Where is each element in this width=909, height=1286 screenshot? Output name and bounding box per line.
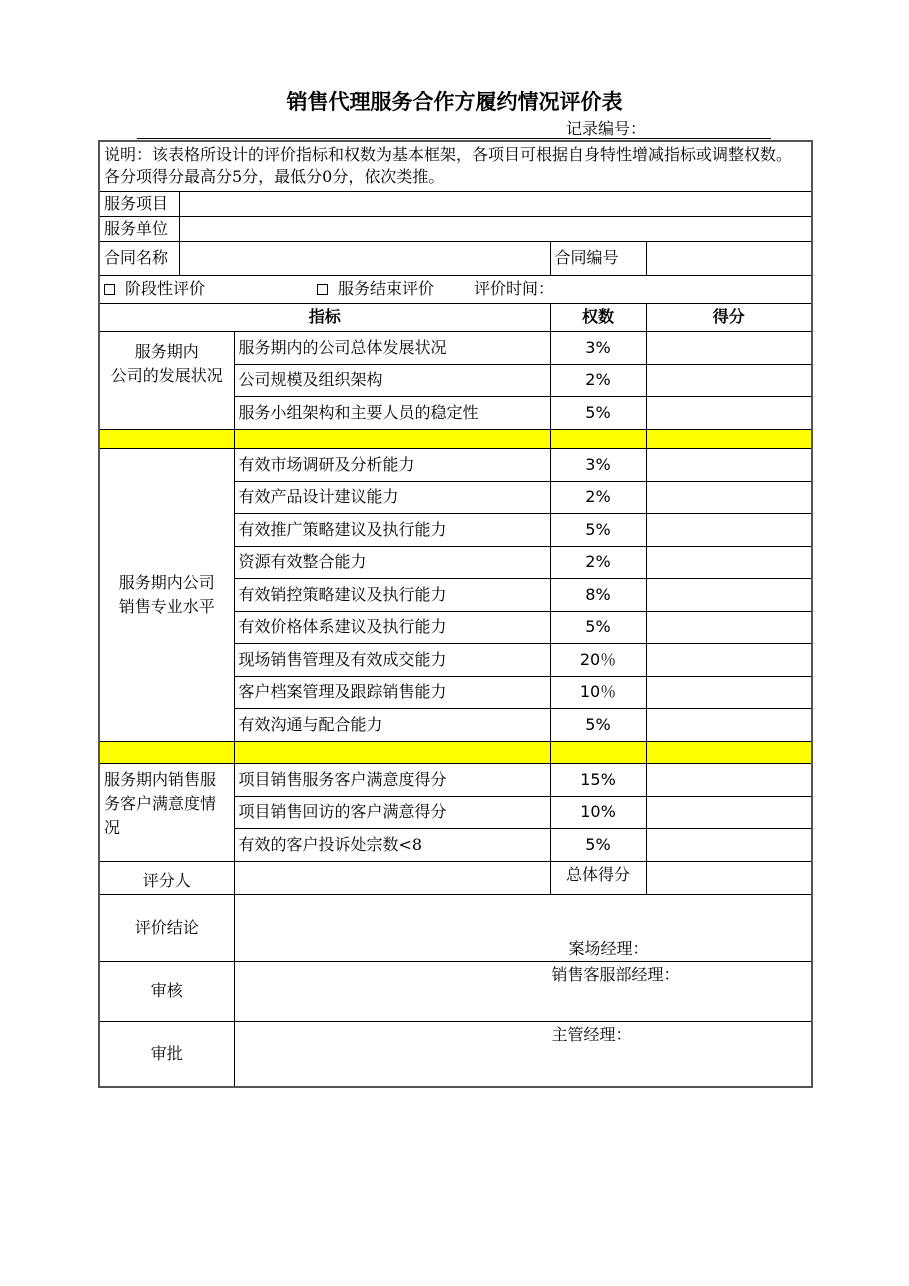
- evaluation-form: [98, 140, 813, 1088]
- conclusion-label: 评价结论: [99, 894, 234, 961]
- end-eval-label: 服务结束评价: [338, 279, 435, 298]
- indicator-name: 客户档案管理及跟踪销售能力: [234, 676, 550, 708]
- title-underline: [137, 138, 771, 139]
- score-field[interactable]: [646, 676, 812, 708]
- score-field[interactable]: [646, 828, 812, 861]
- service-project-label: 服务项目: [99, 191, 179, 216]
- approve-label: 审批: [99, 1021, 234, 1087]
- service-unit-field[interactable]: [179, 216, 812, 241]
- indicator-weight: 10%: [550, 796, 646, 828]
- approve-field[interactable]: [234, 1021, 812, 1087]
- record-number-label: 记录编号：: [566, 119, 647, 138]
- eval-time-label: 评价时间：: [474, 279, 555, 298]
- supervisor-label: 主管经理：: [551, 1024, 632, 1044]
- indicator-name: 有效沟通与配合能力: [234, 708, 550, 741]
- indicator-weight: 2%: [550, 546, 646, 578]
- separator-row: [99, 741, 812, 763]
- indicator-name: 有效销控策略建议及执行能力: [234, 578, 550, 611]
- indicator-name: 公司规模及组织架构: [234, 364, 550, 396]
- contract-name-label: 合同名称: [99, 241, 179, 275]
- score-field[interactable]: [646, 513, 812, 546]
- score-field[interactable]: [646, 364, 812, 396]
- indicator-name: 项目销售回访的客户满意得分: [234, 796, 550, 828]
- separator-cell: [646, 741, 812, 763]
- review-field[interactable]: [234, 961, 812, 1021]
- contract-name-field[interactable]: [179, 241, 550, 275]
- end-eval-checkbox[interactable]: [317, 284, 328, 295]
- group-label: [99, 331, 234, 429]
- score-field[interactable]: [646, 796, 812, 828]
- score-field[interactable]: [646, 643, 812, 676]
- end-eval-option[interactable]: [317, 279, 434, 298]
- score-field[interactable]: [646, 396, 812, 429]
- page-title: 销售代理服务合作方履约情况评价表: [286, 90, 623, 114]
- indicator-name: 现场销售管理及有效成交能力: [234, 643, 550, 676]
- indicator-weight: 5%: [550, 513, 646, 546]
- group-label: [99, 763, 234, 861]
- separator-cell: [99, 741, 234, 763]
- indicator-weight: 5%: [550, 828, 646, 861]
- separator-cell: [550, 429, 646, 448]
- rater-field[interactable]: [234, 861, 550, 894]
- group-1-label: 服务期内 公司的发展状况: [110, 341, 223, 385]
- stage-eval-option[interactable]: [104, 279, 205, 298]
- score-header: 得分: [646, 303, 812, 331]
- evaluation-type-row: [99, 275, 812, 303]
- weight-header: 权数: [550, 303, 646, 331]
- indicator-name: 有效市场调研及分析能力: [234, 448, 550, 481]
- score-field[interactable]: [646, 448, 812, 481]
- indicator-weight: 10％: [550, 676, 646, 708]
- score-field[interactable]: [646, 578, 812, 611]
- conclusion-field[interactable]: [234, 894, 812, 961]
- separator-cell: [99, 429, 234, 448]
- site-manager-label: 案场经理：: [568, 938, 649, 958]
- indicator-header: 指标: [99, 303, 550, 331]
- total-score-label: 总体得分: [550, 861, 646, 894]
- indicator-name: 有效的客户投诉处宗数<8: [234, 828, 550, 861]
- score-field[interactable]: [646, 708, 812, 741]
- indicator-weight: 3%: [550, 448, 646, 481]
- indicator-weight: 5%: [550, 611, 646, 643]
- group-label: [99, 448, 234, 741]
- indicator-name: 资源有效整合能力: [234, 546, 550, 578]
- separator-row: [99, 429, 812, 448]
- instruction-note: 说明：该表格所设计的评价指标和权数为基本框架，各项目可根据自身特性增减指标或调整权数。各分项得分最高分5分，最低分0分，依次类推。: [99, 141, 812, 191]
- table-row: [99, 331, 812, 364]
- indicator-weight: 5%: [550, 708, 646, 741]
- stage-eval-label: 阶段性评价: [125, 279, 206, 298]
- indicator-weight: 20％: [550, 643, 646, 676]
- indicator-name: 有效推广策略建议及执行能力: [234, 513, 550, 546]
- indicator-weight: 3%: [550, 331, 646, 364]
- group-3-label: 服务期内销售服务客户满意度情况: [104, 769, 217, 837]
- indicator-name: 有效产品设计建议能力: [234, 481, 550, 513]
- separator-cell: [646, 429, 812, 448]
- indicator-weight: 2%: [550, 481, 646, 513]
- indicator-weight: 15%: [550, 763, 646, 796]
- score-field[interactable]: [646, 611, 812, 643]
- indicator-name: 服务小组架构和主要人员的稳定性: [234, 396, 550, 429]
- review-label: 审核: [99, 961, 234, 1021]
- stage-eval-checkbox[interactable]: [104, 284, 115, 295]
- service-unit-label: 服务单位: [99, 216, 179, 241]
- contract-no-label: 合同编号: [550, 241, 646, 275]
- table-row: [99, 448, 812, 481]
- rater-label: 评分人: [99, 861, 234, 894]
- indicator-weight: 8%: [550, 578, 646, 611]
- separator-cell: [234, 429, 550, 448]
- indicator-name: 项目销售服务客户满意度得分: [234, 763, 550, 796]
- score-field[interactable]: [646, 546, 812, 578]
- indicator-name: 有效价格体系建议及执行能力: [234, 611, 550, 643]
- table-row: [99, 763, 812, 796]
- indicator-weight: 2%: [550, 364, 646, 396]
- sales-service-manager-label: 销售客服部经理：: [551, 964, 680, 984]
- indicator-weight: 5%: [550, 396, 646, 429]
- total-score-field[interactable]: [646, 861, 812, 894]
- indicator-name: 服务期内的公司总体发展状况: [234, 331, 550, 364]
- score-field[interactable]: [646, 763, 812, 796]
- separator-cell: [550, 741, 646, 763]
- separator-cell: [234, 741, 550, 763]
- contract-no-field[interactable]: [646, 241, 812, 275]
- score-field[interactable]: [646, 331, 812, 364]
- service-project-field[interactable]: [179, 191, 812, 216]
- score-field[interactable]: [646, 481, 812, 513]
- group-2-label: 服务期内公司 销售专业水平: [118, 572, 215, 616]
